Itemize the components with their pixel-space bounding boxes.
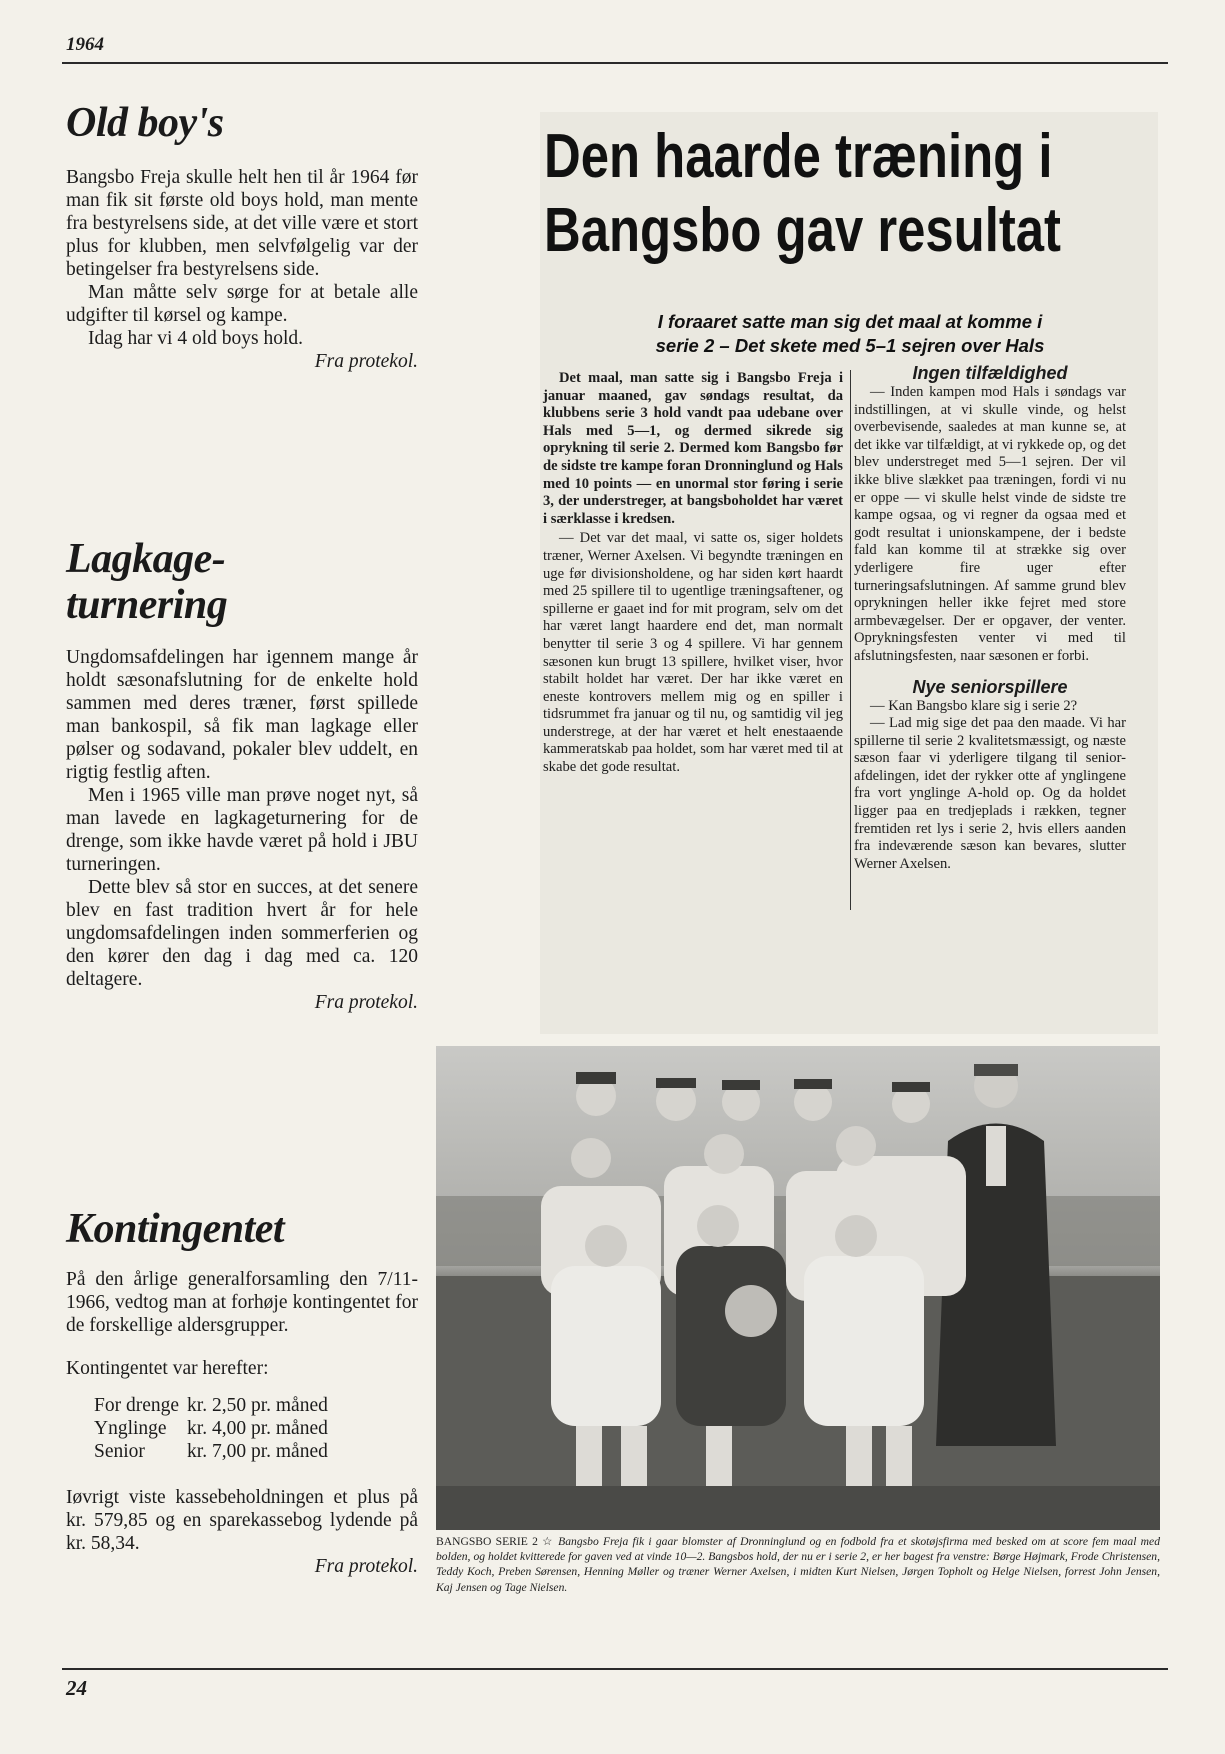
lagkage-p1: Ungdomsafdelingen har igennem mange år holdt sæsonafslutning for de enkelte hold sammen med deres træner, først spillede man bankospil, så fik man lagkage eller pølser og sodavand, pokaler blev uddelt, en rigtig festlig aften. xyxy=(66,647,418,783)
kontingent-section xyxy=(66,1206,418,1578)
kontingent-p1: På den årlige generalforsamling den 7/11-1966, vedtog man at forhøje kontingentet for de forskellige aldersgrupper. xyxy=(66,1269,418,1336)
photo-caption xyxy=(436,1534,1160,1595)
lagkage-p2: Men i 1965 ville man prøve noget nyt, så man lavede en lagkageturnering for de drenge, som ikke havde været på hold i JBU turneringen. xyxy=(66,785,418,875)
headline-line2: Bangsbo gav resultat xyxy=(544,196,1061,265)
caption-lead: BANGSBO SERIE 2 ☆ xyxy=(436,1535,554,1548)
old-boys-title: Old boy's xyxy=(66,100,224,146)
team-photo xyxy=(436,1046,1160,1530)
subhead-nye-seniorspillere: Nye seniorspillere xyxy=(912,676,1068,697)
lagkage-source: Fra protekol. xyxy=(314,992,418,1013)
old-boys-p3: Idag har vi 4 old boys hold. xyxy=(88,328,304,349)
subhead-ingen-tilfaeldighed: Ingen tilfældighed xyxy=(912,363,1068,383)
caption-body: Bangsbo Freja fik i gaar blomster af Dronninglund og en fodbold fra et skotøjsfirma med besked om at score fem maal med bolden, og holdet kvitterede for gaven ved at vinde 10—2. Bangsbos hold, der nu er i serie 2, er her bagest fra venstre: Børge Højmark, Frode Christensen, Teddy Koch, Preben Sørensen, Henning Møller og træner Werner Axelsen, i midten Kurt Nielsen, Jørgen Topholt og Helge Nielsen, forrest John Jensen, Kaj Jensen og Tage Nielsen. xyxy=(436,1535,1160,1594)
kontingent-p2: Kontingentet var herefter: xyxy=(66,1358,269,1379)
clipping-col2-p3: — Lad mig sige det paa den maade. Vi har spillerne til serie 2 kvalitetsmæssigt, og næste sæson faar vi yderligere tilgang til senior-afdelingen, idet der rykker otte af ynglingene fra vort ynglinge A-hold op. Og da holdet ligger paa en tredjeplads i rækken, tegner fremtiden ret lys i serie 2, hvis ellers aanden fra indeværende sæson kan bevares, slutter Werner Axelsen. xyxy=(854,715,1126,872)
page-number: 24 xyxy=(66,1676,87,1700)
lagkage-body xyxy=(66,646,418,1014)
clipping-col2-p1: — Inden kampen mod Hals i søndags var indstillingen, at vi skulle vinde, og helst overbevisende, saaledes at man kunne se, at det ikke var tilfældigt, at vi rykkede op, og det blev understreget med 5—1 sejren. Der vil ikke blive slækket paa træningen, fordi vi nu er oppe — vi skulle helst vinde de sidste tre kampe ogsaa, og vi regner da ogsaa med et godt resultat i unionskampene, der i bedste fald kan komme til at strække sig over yderligere fire uger efter turneringsafslutningen. Af samme grund blev oprykningen heller ikke fejret med store armbevægelser. Der er opgaver, der venter. Oprykningsfesten venter vi med til afslutningsfesten, naar sæsonen er forbi. xyxy=(854,384,1126,664)
lagkage-title-line2: turnering xyxy=(66,582,228,628)
clipping-headline xyxy=(544,120,1164,280)
clipping-lead: Det maal, man satte sig i Bangsbo Freja i januar maaned, gav søndags resultat, da klubbens serie 3 hold vandt paa udebane over Hals med 5—1, og dermed sikrede sig oprykning til serie 2. Dermed kom Bangsbo før de sidste tre kampe foran Dronninglund og Hals med 10 points — en unormal stor føring i serie 3, der understreger, at bangsboholdet har været i særklasse i kredsen. xyxy=(543,370,843,527)
kontingent-title: Kontingentet xyxy=(66,1206,285,1252)
kontingent-body xyxy=(66,1268,418,1578)
clipping-col2-p2: — Kan Bangsbo klare sig i serie 2? xyxy=(870,697,1078,714)
old-boys-p1: Bangsbo Freja skulle helt hen til år 1964 før man fik sit første old boys hold, man mente fra bestyrelsens side, at det ville være et stort plus for klubben, men selvfølgelig var der betingelser fra bestyrelsens side. xyxy=(66,167,418,280)
footer-rule xyxy=(62,1668,1168,1670)
headline-line1: Den haarde træning i xyxy=(544,122,1053,191)
old-boys-source: Fra protekol. xyxy=(314,351,418,372)
old-boys-section xyxy=(66,100,418,373)
fee-price: kr. 7,00 pr. måned xyxy=(187,1441,328,1462)
kontingent-p3: Iøvrigt viste kassebeholdningen et plus på kr. 579,85 og en sparekassebog lydende på kr. 58,34. xyxy=(66,1487,418,1554)
fee-row xyxy=(94,1440,336,1463)
clipping-column-2 xyxy=(854,362,1126,873)
column-divider xyxy=(850,370,851,910)
fee-table xyxy=(94,1394,336,1463)
old-boys-body xyxy=(66,166,418,373)
deck-line1: I foraaret satte man sig det maal at komme i xyxy=(657,311,1043,332)
fee-group: Senior xyxy=(94,1441,145,1462)
team-photo-illustration xyxy=(436,1046,1160,1530)
fee-group: For drenge xyxy=(94,1395,180,1416)
page-year: 1964 xyxy=(66,34,104,55)
fee-group: Ynglinge xyxy=(94,1418,167,1439)
kontingent-source: Fra protekol. xyxy=(314,1556,418,1577)
fee-row xyxy=(94,1417,336,1440)
fee-price: kr. 4,00 pr. måned xyxy=(187,1418,328,1439)
clipping-column-1 xyxy=(543,370,843,777)
deck-line2: serie 2 – Det skete med 5–1 sejren over Hals xyxy=(655,335,1045,356)
header-rule xyxy=(62,62,1168,64)
fee-row xyxy=(94,1394,336,1417)
clipping-deck xyxy=(560,310,1140,358)
fee-price: kr. 2,50 pr. måned xyxy=(187,1395,328,1416)
lagkage-title-line1: Lagkage- xyxy=(66,536,226,582)
old-boys-p2: Man måtte selv sørge for at betale alle udgifter til kørsel og kampe. xyxy=(66,282,418,326)
lagkage-section xyxy=(66,536,418,1014)
clipping-col1-p2: — Det var det maal, vi satte os, siger holdets træner, Werner Axelsen. Vi begyndte træningen en uge før divisionsholdene, og har siden kørt haardt med 25 spillere til to ugentlige træningsaftener, og spillerne er gaaet ind for mit program, selv om det har været langt haardere end det, man normalt benytter til serie 3 og 4 spillere. Vi har gennem sæsonen kun brugt 13 spillere, hvilket viser, hvor stabilt holdet har været. Der har ikke været en eneste kontrovers mellem mig og en spiller i tidsrummet fra januar og til nu, og samtidig vil jeg understrege, at der har været et helt enestaaende kammeratskab paa holdet, som har været med til at skabe det gode resultat. xyxy=(543,530,843,776)
lagkage-p3: Dette blev så stor en succes, at det senere blev en fast tradition hvert år for hele ungdomsafdelingen inden sommerferien og den kører den dag i dag med ca. 120 deltagere. xyxy=(66,877,418,990)
